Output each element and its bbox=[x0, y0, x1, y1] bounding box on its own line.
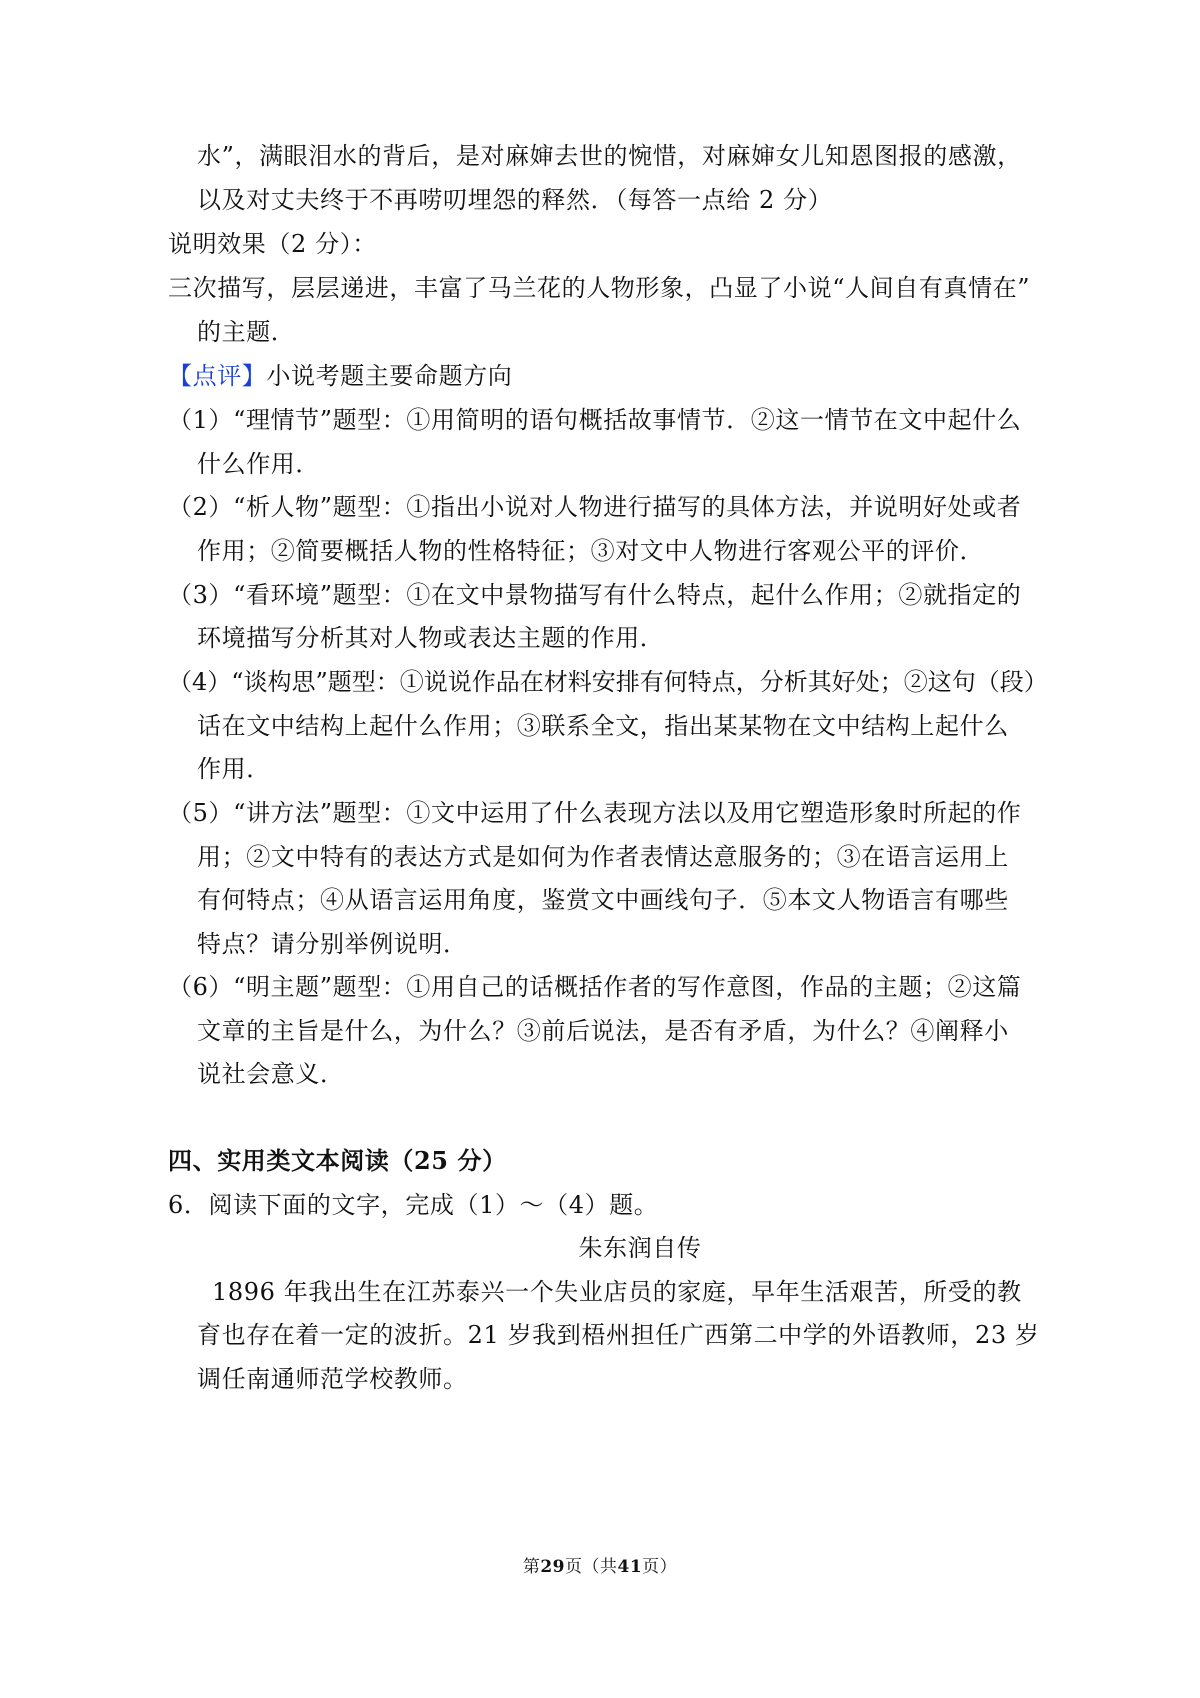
article-line-3: 调任南通师范学校教师。 bbox=[197, 1365, 468, 1393]
review-item-6-line-1: （6）“明主题”题型：①用自己的话概括作者的写作意图，作品的主题；②这篇 bbox=[168, 973, 1022, 1001]
review-item-3-line-1: （3）“看环境”题型：①在文中景物描写有什么特点，起什么作用；②就指定的 bbox=[168, 581, 1022, 609]
question-prompt: 6．阅读下面的文字，完成（1）～（4）题。 bbox=[168, 1191, 659, 1219]
review-item-5-line-1: （5）“讲方法”题型：①文中运用了什么表现方法以及用它塑造形象时所起的作 bbox=[168, 799, 1022, 827]
review-item-5-line-4: 特点？请分别举例说明． bbox=[197, 930, 468, 958]
footer-page-number: 29 bbox=[540, 1557, 565, 1577]
review-item-6-line-3: 说社会意义． bbox=[197, 1060, 345, 1088]
footer-prefix: 第 bbox=[522, 1557, 541, 1577]
review-item-6-line-2: 文章的主旨是什么，为什么？③前后说法，是否有矛盾，为什么？④阐释小 bbox=[197, 1017, 1009, 1045]
effect-line-1: 三次描写，层层递进，丰富了马兰花的人物形象，凸显了小说“人间自有真情在” bbox=[168, 274, 1031, 302]
footer-suffix: 页） bbox=[642, 1557, 678, 1577]
review-item-5-line-3: 有何特点；④从语言运用角度，鉴赏文中画线句子．⑤本文人物语言有哪些 bbox=[197, 886, 1009, 914]
review-item-4-line-3: 作用． bbox=[197, 755, 271, 783]
answer-line-2: 以及对丈夫终于不再唠叨埋怨的释然．（每答一点给 2 分） bbox=[197, 186, 833, 214]
effect-line-2: 的主题． bbox=[197, 318, 296, 346]
review-header bbox=[168, 361, 512, 391]
review-item-3-line-2: 环境描写分析其对人物或表达主题的作用． bbox=[197, 624, 665, 652]
page-footer bbox=[0, 1552, 1200, 1577]
footer-total-pages: 41 bbox=[617, 1557, 643, 1577]
footer-mid: 页（共 bbox=[565, 1557, 618, 1577]
review-item-1-line-2: 什么作用． bbox=[197, 450, 320, 478]
review-item-2-line-2: 作用；②简要概括人物的性格特征；③对文中人物进行客观公平的评价． bbox=[197, 537, 985, 565]
review-item-5-line-2: 用；②文中特有的表达方式是如何为作者表情达意服务的；③在语言运用上 bbox=[197, 843, 1009, 871]
article-title: 朱东润自传 bbox=[578, 1234, 702, 1262]
review-tag: 【点评】 bbox=[168, 362, 267, 390]
review-item-4-line-1: （4）“谈构思”题型：①说说作品在材料安排有何特点，分析其好处；②这句（段） bbox=[168, 668, 1048, 696]
section-heading: 四、实用类文本阅读（25 分） bbox=[168, 1146, 507, 1175]
review-title: 小说考题主要命题方向 bbox=[266, 362, 513, 390]
review-item-1-line-1: （1）“理情节”题型：①用简明的语句概括故事情节．②这一情节在文中起什么 bbox=[168, 406, 1022, 434]
effect-label: 说明效果（2 分）： bbox=[168, 230, 377, 258]
review-item-4-line-2: 话在文中结构上起什么作用；③联系全文，指出某某物在文中结构上起什么 bbox=[197, 712, 1009, 740]
answer-line-1: 水”，满眼泪水的背后，是对麻婶去世的惋惜，对麻婶女儿知恩图报的感激， bbox=[197, 142, 1022, 170]
review-item-2-line-1: （2）“析人物”题型：①指出小说对人物进行描写的具体方法，并说明好处或者 bbox=[168, 493, 1022, 521]
article-line-2: 育也存在着一定的波折。21 岁我到梧州担任广西第二中学的外语教师，23 岁 bbox=[197, 1321, 1040, 1349]
article-line-1: 1896 年我出生在江苏泰兴一个失业店员的家庭，早年生活艰苦，所受的教 bbox=[212, 1278, 1022, 1306]
